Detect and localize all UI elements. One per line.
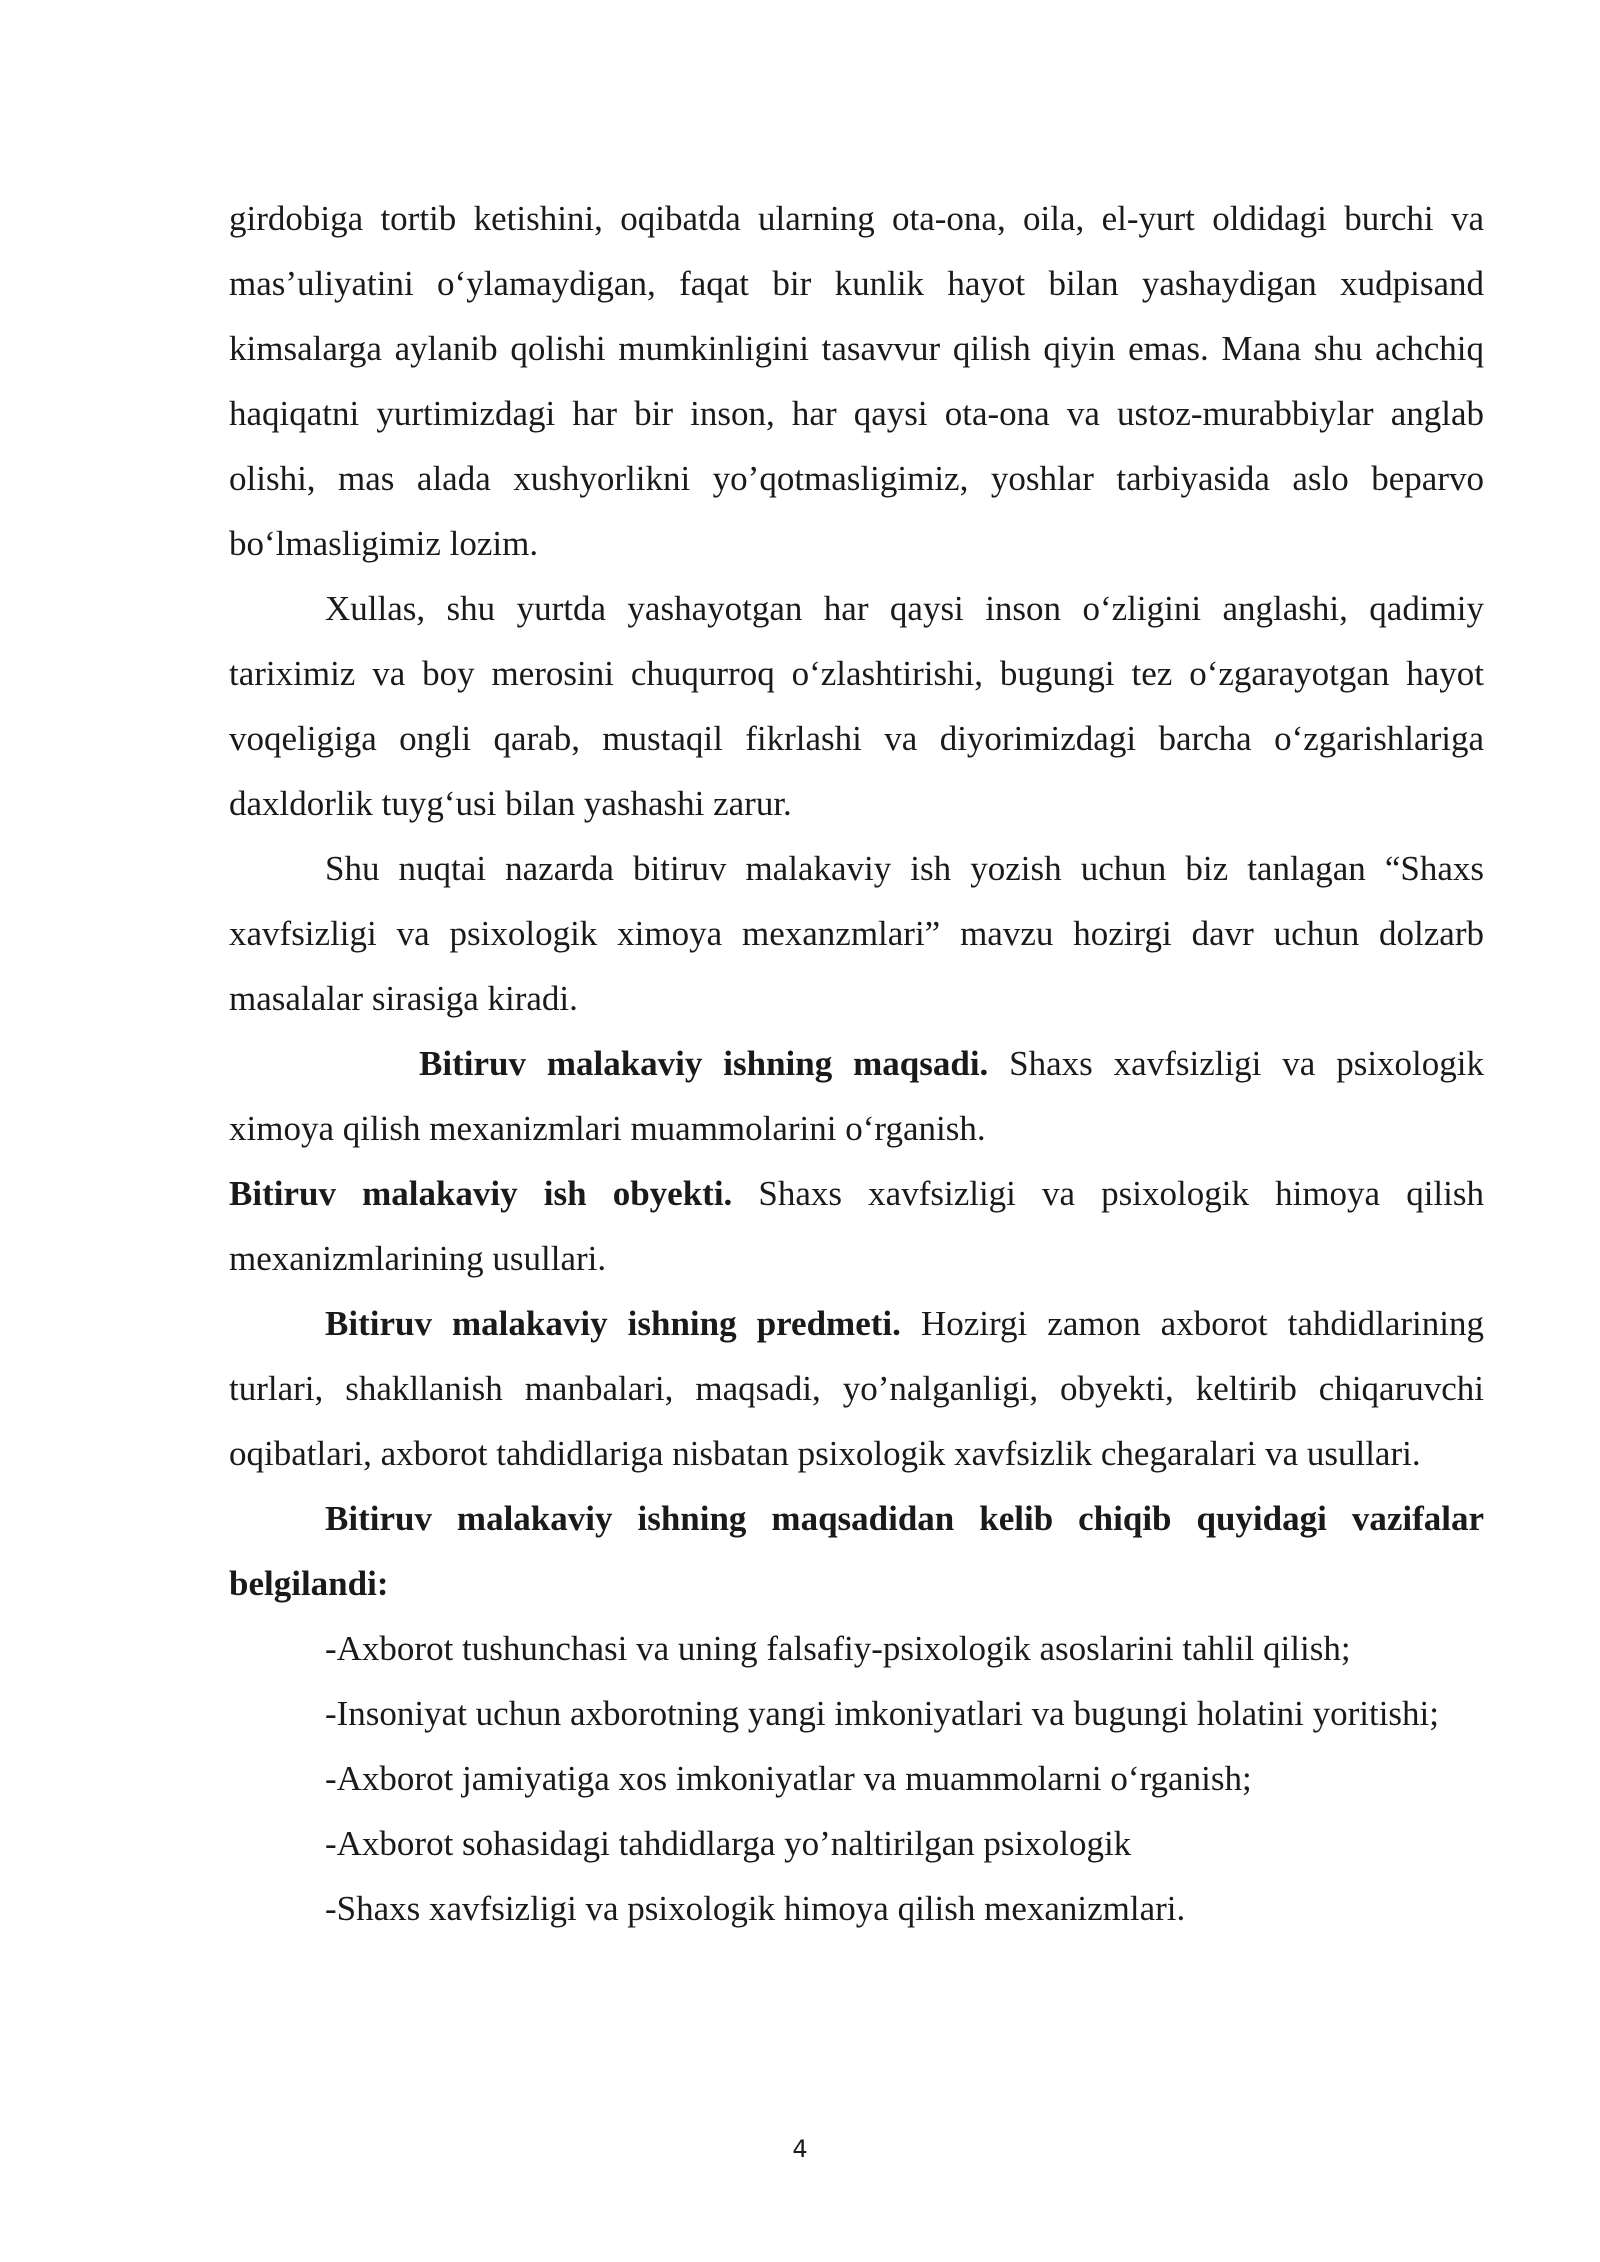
subject-text: Hozirgi zamon axborot tahdidlarining turlari, shakllanish manbalari, maqsadi, yo’nalganligi, obyekti, keltirib chiqaruvchi oqibatlari, axborot tahdidlariga nisbatan psixologik xavfsizlik chegaralari va usullari.: [229, 1304, 1485, 1473]
paragraph-goal: [229, 1031, 1484, 1161]
paragraph-subject: [229, 1291, 1484, 1486]
document-page: [229, 186, 1484, 1941]
subject-heading: Bitiruv malakaviy ishning predmeti.: [325, 1304, 901, 1343]
goal-text: Shaxs xavfsizligi va psixologik ximoya qilish mexanizmlari muammolarini o‘rganish.: [229, 1044, 1484, 1148]
task-item: -Axborot jamiyatiga xos imkoniyatlar va muammolarni o‘rganish;: [325, 1759, 1252, 1798]
paragraph-intro: girdobiga tortib ketishini, oqibatda ularning ota-ona, oila, el-yurt oldidagi burchi va mas’uliyatini o‘ylamaydigan, faqat bir kunlik hayot bilan yashaydigan xudpisand kimsalarga aylanib qolishi mumkinligini tasavvur qilish qiyin emas. Mana shu achchiq haqiqatni yurtimizdagi har bir inson, har qaysi ota-ona va ustoz-murabbiylar anglab olishi, mas alada xushyorlikni yo’qotmasligimiz, yoshlar tarbiyasida aslo beparvo bo‘lmasligimiz lozim.: [229, 199, 1484, 563]
object-heading: Bitiruv malakaviy ish obyekti.: [229, 1174, 733, 1213]
goal-heading: Bitiruv malakaviy ishning maqsadi.: [419, 1044, 989, 1083]
paragraph-tasks-heading: [229, 1486, 1484, 1616]
task-item: -Shaxs xavfsizligi va psixologik himoya qilish mexanizmlari.: [325, 1889, 1186, 1928]
task-item: -Insoniyat uchun axborotning yangi imkoniyatlari va bugungi holatini yoritishi;: [325, 1694, 1440, 1733]
task-item: -Axborot sohasidagi tahdidlarga yo’naltirilgan psixologik: [325, 1824, 1132, 1863]
task-item: -Axborot tushunchasi va uning falsafiy-psixologik asoslarini tahlil qilish;: [325, 1629, 1351, 1668]
paragraph-object: [229, 1161, 1484, 1291]
paragraph-topic: Shu nuqtai nazarda bitiruv malakaviy ish yozish uchun biz tanlagan “Shaxs xavfsizligi va psixologik ximoya mexanzmlari” mavzu hozirgi davr uchun dolzarb masalalar sirasiga kiradi.: [229, 849, 1484, 1018]
tasks-heading: Bitiruv malakaviy ishning maqsadidan kelib chiqib quyidagi vazifalar belgilandi:: [229, 1499, 1484, 1603]
page-number: 4: [792, 2135, 808, 2163]
object-text: Shaxs xavfsizligi va psixologik himoya qilish mexanizmlarining usullari.: [229, 1174, 1485, 1278]
paragraph-xullas: Xullas, shu yurtda yashayotgan har qaysi inson o‘zligini anglashi, qadimiy tariximiz va boy merosini chuqurroq o‘zlashtirishi, bugungi tez o‘zgarayotgan hayot voqeligiga ongli qarab, mustaqil fikrlashi va diyorimizdagi barcha o‘zgarishlariga daxldorlik tuyg‘usi bilan yashashi zarur.: [229, 589, 1484, 823]
